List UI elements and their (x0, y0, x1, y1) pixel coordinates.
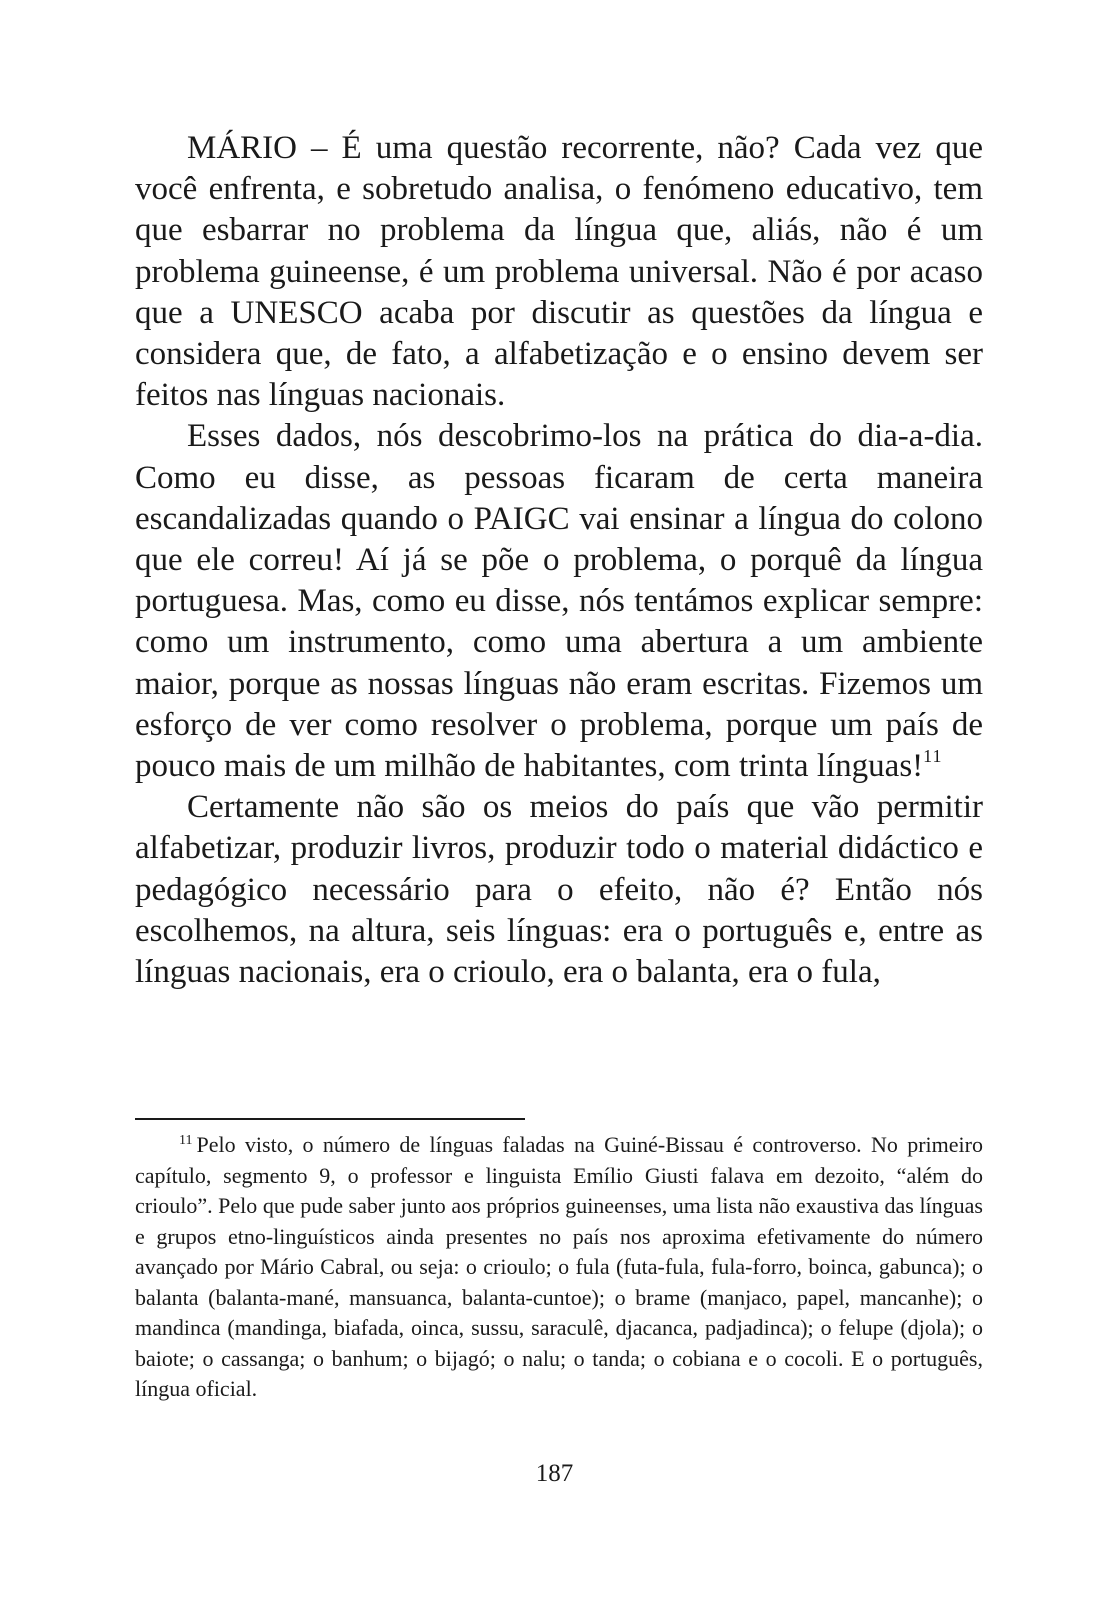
footnote-divider (135, 1118, 525, 1120)
paragraph-3: Certamente não são os meios do país que vão permitir alfabetizar, produzir livros, produzir todo o material didáctico e pedagógico necessário para o efeito, não é? Então nós escolhemos, na altura, seis línguas: era o português e, entre as línguas nacionais, era o crioulo, era o balanta, era o fula, (135, 789, 983, 991)
paragraph-2 (135, 416, 983, 787)
page-number: 187 (535, 1460, 574, 1487)
paragraph-2-text: Esses dados, nós descobrimo-los na prática do dia-a-dia. Como eu disse, as pessoas ficaram de certa maneira escandalizadas quando o PAIGC vai ensinar a língua do colono que ele correu! Aí já se põe o problema, o porquê da língua portuguesa. Mas, como eu disse, nós tentámos explicar sempre: como um instrumento, como uma abertura a um ambiente maior, porque as nossas línguas não eram escritas. Fizemos um esforço de ver como resolver o problema, porque um país de pouco mais de um milhão de habitantes, com trinta línguas! (135, 418, 983, 785)
main-text (135, 128, 983, 993)
footnote-reference: 11 (923, 746, 943, 767)
paragraph-1: MÁRIO – É uma questão recorrente, não? Cada vez que você enfrenta, e sobretudo analisa, o fenómeno educativo, tem que esbarrar no problema da língua que, aliás, não é um problema guineense, é um problema universal. Não é por acaso que a UNESCO acaba por discutir as questões da língua e considera que, de fato, a alfabetização e o ensino devem ser feitos nas línguas nacionais. (135, 130, 983, 414)
footnote-text: Pelo visto, o número de línguas faladas na Guiné-Bissau é controverso. No primeiro capítulo, segmento 9, o professor e linguista Emílio Giusti falava em dezoito, “além do crioulo”. Pelo que pude saber junto aos próprios guineenses, uma lista não exaustiva das línguas e grupos etno-linguísticos ainda presentes no país nos aproxima efetivamente do número avançado por Mário Cabral, ou seja: o crioulo; o fula (futa-fula, fula-forro, boinca, gabunca); o balanta (balanta-mané, mansuanca, balanta-cuntoe); o brame (manjaco, papel, mancanhe); o mandinca (mandinga, biafada, oinca, sussu, saraculê, djacanca, padjadinca); o felupe (djola); o baiote; o cassanga; o banhum; o bijagó; o nalu; o tanda; o cobiana e o cocoli. E o português, língua oficial. (135, 1132, 983, 1401)
footnote (135, 1130, 983, 1405)
footnote-number: 11 (179, 1133, 193, 1148)
